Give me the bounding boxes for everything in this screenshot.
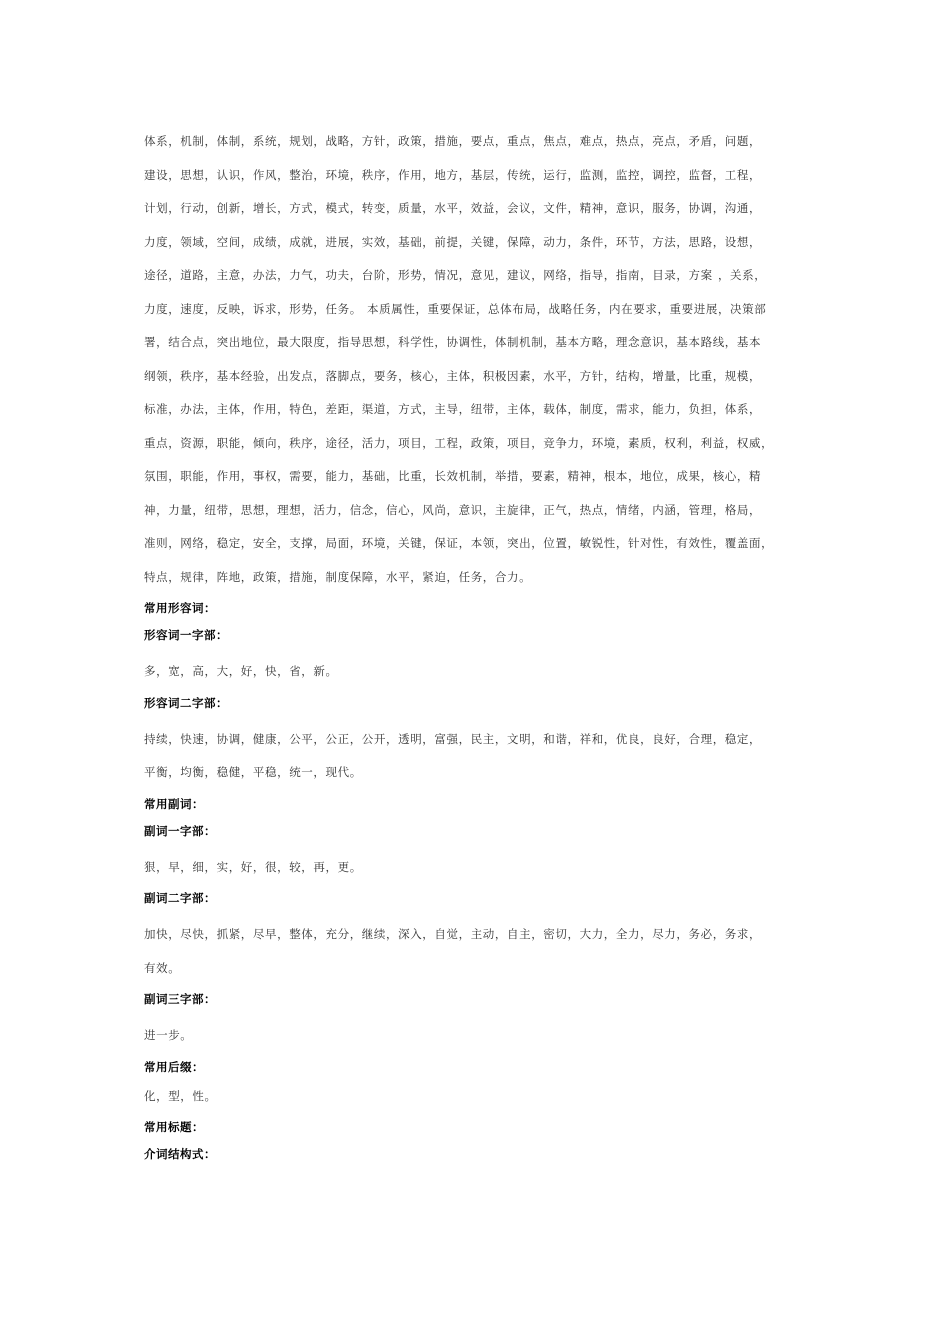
text-line: 平衡，均衡，稳健，平稳，统一，现代。: [144, 765, 362, 779]
text-line: 力度，速度，反映，诉求，形势，任务。 本质属性，重要保证，总体布局，战略任务，内在要求，重要进展，决策部: [144, 301, 767, 316]
text-line: 纲领，秩序，基本经验，出发点，落脚点，要务，核心，主体，积极因素，水平，方针，结构，增量，比重，规模，: [144, 368, 762, 383]
text-line: 标准，办法，主体，作用，特色，差距，渠道，方式，主导，纽带，主体，载体，制度，需求，能力，负担，体系，: [144, 402, 762, 416]
text-line: 进一步。: [144, 1028, 193, 1042]
text-line: 狠，早，细，实，好，很，较，再，更。: [144, 859, 362, 874]
text-line: 准则，网络，稳定，安全，支撑，局面，环境，关键，保证，本领，突出，位置，敏锐性，针对性，有效性，覆盖面，: [144, 536, 774, 550]
subheading-adverb-three-char: 副词三字部：: [144, 992, 216, 1006]
text-line: 氛围，职能，作用，事权，需要，能力，基础，比重，长效机制，举措，要素，精神，根本，地位，成果，核心，精: [144, 469, 762, 483]
subheading-adverb-one-char: 副词一字部：: [144, 823, 216, 838]
text-line: 加快，尽快，抓紧，尽早，整体，充分，继续，深入，自觉，主动，自主，密切，大力，全力，尽力，务必，务求，: [144, 927, 762, 941]
text-line: 建设，思想，认识，作风，整治，环境，秩序，作用，地方，基层，传统，运行，监测，监控，调控，监督，工程，: [144, 167, 762, 182]
text-line: 途径，道路，主意，办法，力气，功夫，台阶，形势，情况，意见，建议，网络，指导，指南，目录，方案 ，关系，: [144, 268, 767, 282]
text-line: 持续，快速，协调，健康，公平，公正，公开，透明，富强，民主，文明，和谐，祥和，优良，良好，合理，稳定，: [144, 731, 762, 746]
nouns-paragraph: [144, 128, 814, 597]
text-line: 力度，领域，空间，成绩，成就，进展，实效，基础，前提，关键，保障，动力，条件，环节，方法，思路，设想，: [144, 234, 762, 249]
text-line: 计划，行动，创新，增长，方式，模式，转变，质量，水平，效益，会议，文件，精神，意识，服务，协调，沟通，: [144, 201, 762, 215]
subheading-prepositional-structure: 介词结构式：: [144, 1147, 216, 1161]
section-heading-titles: 常用标题：: [144, 1120, 204, 1134]
text-line: 有效。: [144, 960, 181, 975]
subheading-adjective-one-char: 形容词一字部：: [144, 628, 228, 642]
section-heading-suffixes: 常用后缀：: [144, 1059, 204, 1074]
section-heading-adverbs: 常用副词：: [144, 796, 204, 811]
text-line: 体系，机制，体制，系统，规划，战略，方针，政策，措施，要点，重点，焦点，难点，热点，亮点，矛盾，问题，: [144, 134, 762, 148]
text-line: 神，力量，纽带，思想，理想，活力，信念，信心，风尚，意识，主旋律，正气，热点，情绪，内涵，管理，格局，: [144, 502, 762, 517]
text-line: 化，型，性。: [144, 1088, 217, 1103]
text-line: 署，结合点，突出地位，最大限度，指导思想，科学性，协调性，体制机制，基本方略，理念意识，基本路线，基本: [144, 335, 762, 349]
text-line: 多，宽，高，大，好，快，省，新。: [144, 664, 338, 678]
subheading-adverb-two-char: 副词二字部：: [144, 891, 216, 905]
subheading-adjective-two-char: 形容词二字部：: [144, 695, 228, 710]
document-page: [144, 128, 814, 1170]
text-line: 特点，规律，阵地，政策，措施，制度保障，水平，紧迫，任务，合力。: [144, 569, 532, 584]
section-heading-adjectives: 常用形容词：: [144, 601, 216, 615]
text-line: 重点，资源，职能，倾向，秩序，途径，活力，项目，工程，政策，项目，竞争力，环境，素质，权利，利益，权威，: [144, 435, 774, 450]
